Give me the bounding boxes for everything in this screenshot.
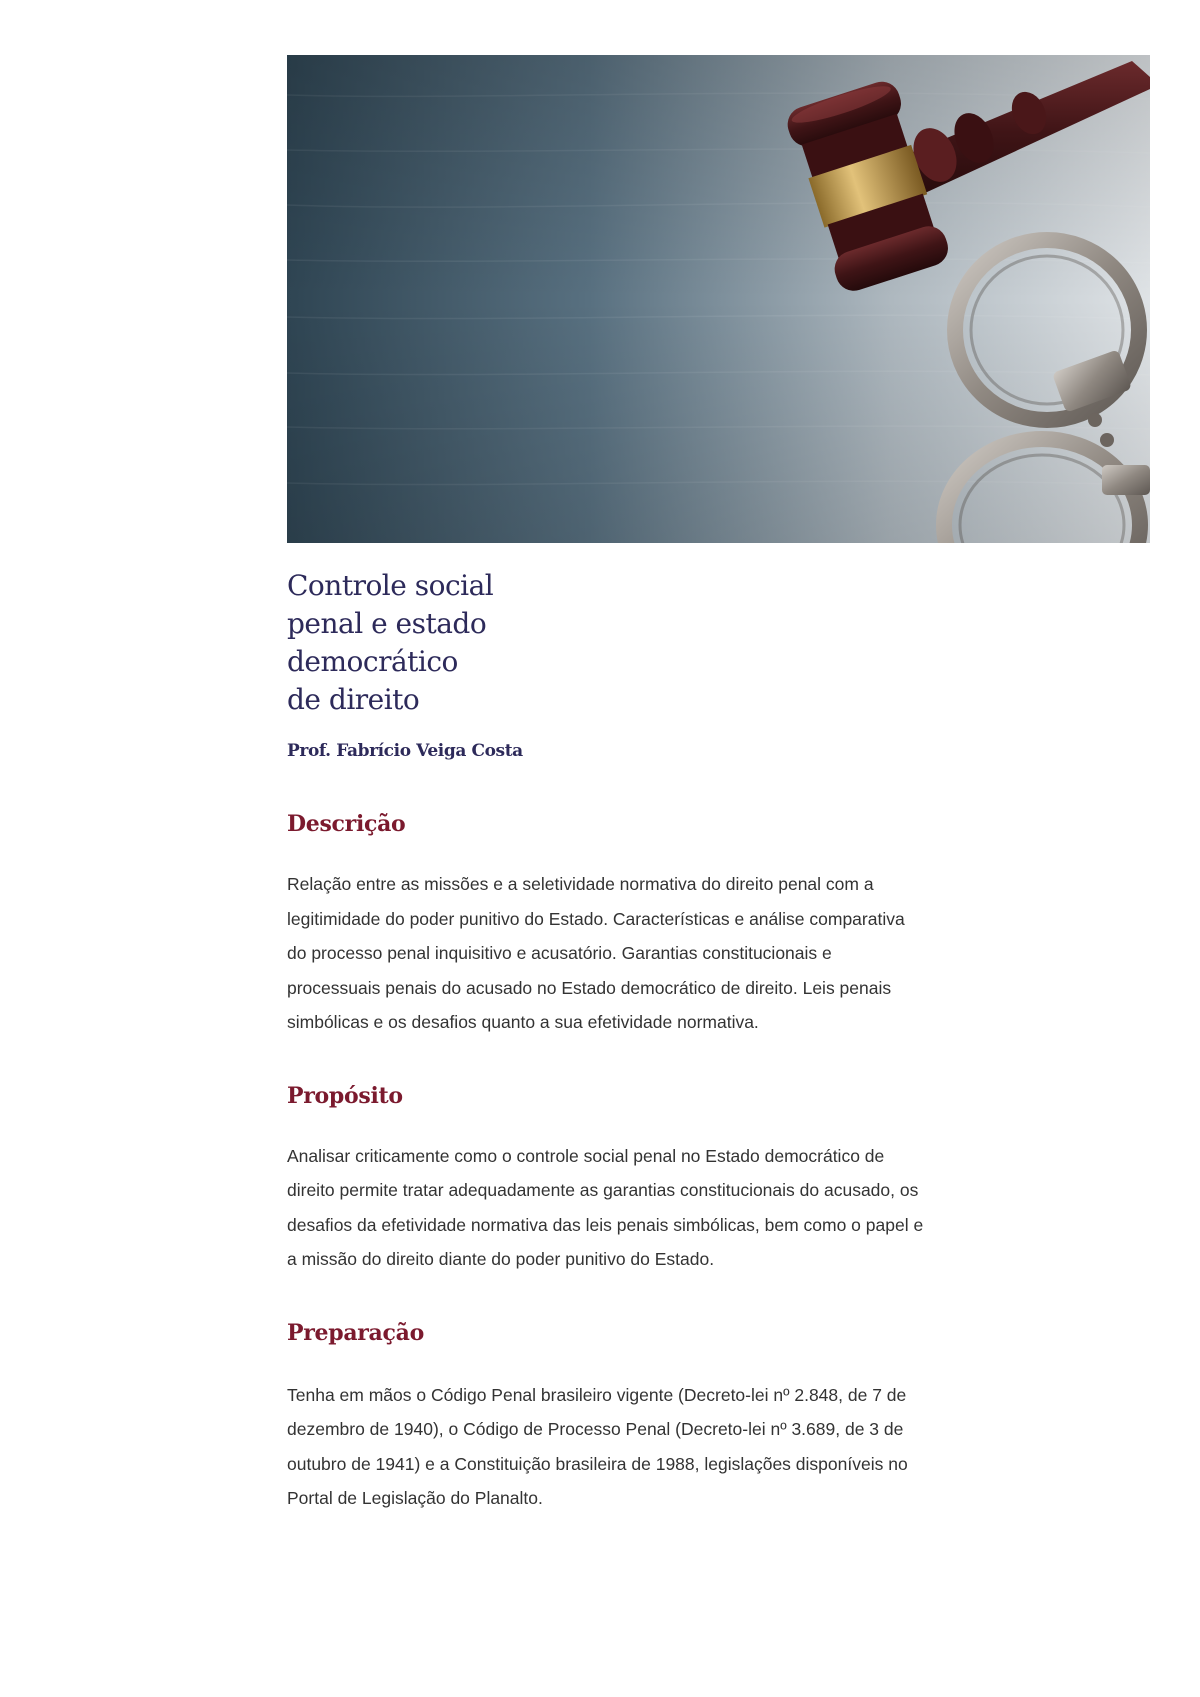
section-text-proposito: Analisar criticamente como o controle social penal no Estado democrático de direito permite tratar adequadamente as garantias constitucionais do acusado, os desafios da efetividade normativa das leis penais simbólicas, bem como o papel e a missão do direito diante do poder punitivo do Estado. [287,1145,924,1269]
hero-image [287,55,1150,543]
section-heading-descricao: Descrição [287,811,406,837]
title-line: penal e estado [287,607,487,640]
section-text-descricao: Relação entre as missões e a seletividade normativa do direito penal com a legitimidade do poder punitivo do Estado. Características e análise comparativa do processo penal inquisitivo e acusatório. Garantias constitucionais e processuais penais do acusado no Estado democrático de direito. Leis penais simbólicas e os desafios quanto a sua efetividade normativa. [287,874,905,1032]
title-line: Controle social [287,569,494,602]
title-line: de direito [287,683,420,716]
section-text-preparacao: Tenha em mãos o Código Penal brasileiro vigente (Decreto-lei nº 2.848, de 7 de dezembro de 1940), o Código de Processo Penal (Decreto-lei nº 3.689, de 3 de outubro de 1941) e a Constituição brasileira de 1988, legislações disponíveis no Portal de Legislação do Planalto. [287,1384,908,1508]
gavel-handcuffs-illustration [287,55,1150,543]
section-heading-preparacao: Preparação [287,1319,424,1346]
document-content [287,567,927,1516]
section-heading-proposito: Propósito [287,1082,403,1109]
title-line: democrático [287,645,458,678]
author-name: Prof. Fabrício Veiga Costa [287,741,523,761]
page-title [287,567,927,719]
